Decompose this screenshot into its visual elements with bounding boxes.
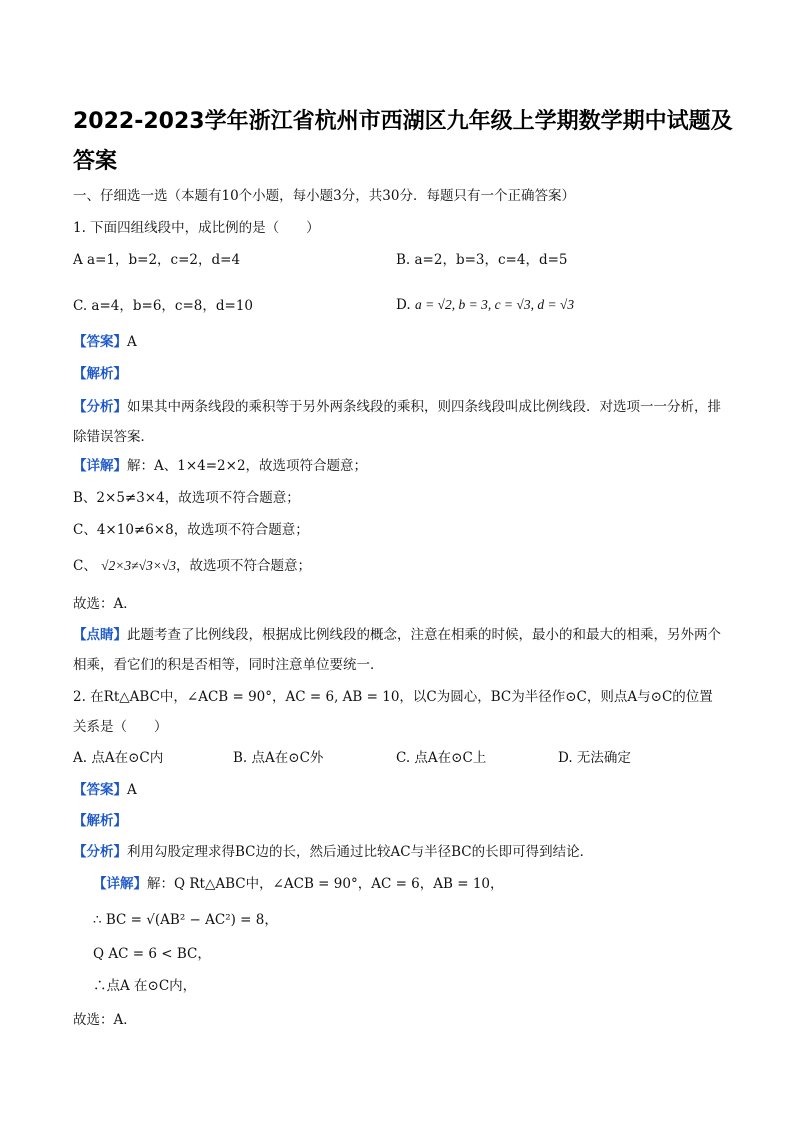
detail-tag: 【详解】	[73, 458, 127, 474]
q2-answer	[73, 780, 137, 800]
q1-fenxi-text: 如果其中两条线段的乘积等于另外两条线段的乘积，则四条线段叫成比例线段．对选项一一分析，排除错误答案．	[73, 399, 721, 445]
q2-detail-3: Q AC = 6 < BC，	[93, 946, 211, 962]
q2-detail-4: ∴点A 在⊙C内，	[93, 978, 197, 994]
q2-answer-value: A	[127, 782, 137, 798]
answer-tag: 【答案】	[73, 782, 127, 798]
q1-stem: 1. 下面四组线段中，成比例的是（ ）	[73, 220, 320, 236]
q2-option-a: A. 点A在⊙C内	[73, 750, 164, 766]
q1-detail-3: C、4×10≠6×8，故选项不符合题意；	[73, 522, 309, 538]
q1-dianjing-text: 此题考查了比例线段，根据成比例线段的概念，注意在相乘的时候，最小的和最大的相乘，另外两个相乘，看它们的积是否相等，同时注意单位要统一．	[73, 627, 721, 673]
q1-detail-4-math: √2×3≠√3×√3	[101, 558, 176, 573]
q1-option-a: A a=1，b=2，c=2，d=4	[73, 252, 241, 268]
q1-option-c: C. a=4，b=6，c=8，d=10	[73, 298, 254, 314]
analysis-tag: 【解析】	[73, 366, 127, 382]
answer-tag: 【答案】	[73, 334, 127, 350]
q1-detail-4	[73, 556, 311, 576]
q2-detail-1	[93, 874, 504, 894]
q1-detail-1	[73, 456, 367, 476]
q2-fenxi-text: 利用勾股定理求得BC边的长，然后通过比较AC与半径BC的长即可得到结论．	[127, 844, 594, 860]
section-heading: 一、仔细选一选（本题有10个小题，每小题3分，共30分．每题只有一个正确答案）	[73, 188, 575, 204]
q2-option-c: C. 点A在⊙C上	[396, 750, 487, 766]
q2-detail-2: ∴ BC = √(AB² − AC²) = 8，	[93, 912, 278, 928]
q2-stem: 2. 在Rt△ABC中，∠ACB = 90°，AC = 6, AB = 10，以C为圆心，BC为半径作⊙C，则点A与⊙C的位置关系是（ ）	[73, 689, 713, 735]
fenxi-tag: 【分析】	[73, 844, 127, 860]
q1-option-d	[396, 295, 574, 315]
detail-tag: 【详解】	[93, 876, 147, 892]
q2-choose: 故选：A．	[73, 1012, 137, 1028]
q1-fenxi	[73, 392, 723, 452]
q2-option-b: B. 点A在⊙C外	[233, 750, 324, 766]
q1-detail-4-suffix: ，故选项不符合题意；	[176, 558, 311, 574]
q2-detail-1-text: 解：Q Rt△ABC中，∠ACB = 90°，AC = 6，AB = 10，	[147, 876, 504, 892]
analysis-tag: 【解析】	[73, 813, 127, 829]
fenxi-tag: 【分析】	[73, 399, 127, 415]
q1-detail-2: B、2×5≠3×4，故选项不符合题意；	[73, 490, 300, 506]
q1-answer	[73, 332, 137, 352]
q1-dianjing	[73, 620, 723, 680]
q2-fenxi	[73, 842, 593, 862]
q1-answer-value: A	[127, 334, 137, 350]
document-title: 2022-2023学年浙江省杭州市西湖区九年级上学期数学期中试题及答案	[73, 109, 733, 174]
q2-option-d: D. 无法确定	[558, 750, 631, 766]
q1-detail-4-prefix: C、	[73, 558, 97, 574]
q1-option-d-label: D.	[396, 297, 411, 313]
dianjing-tag: 【点睛】	[73, 627, 127, 643]
q1-detail-1-text: 解：A、1×4=2×2，故选项符合题意；	[127, 458, 368, 474]
q2-analysis-tag	[73, 811, 127, 831]
q1-analysis-tag	[73, 364, 127, 384]
q1-option-d-math: a = √2, b = 3, c = √3, d = √3	[414, 297, 575, 312]
q1-choose: 故选：A．	[73, 596, 137, 612]
q1-option-b: B. a=2，b=3，c=4，d=5	[396, 252, 568, 268]
